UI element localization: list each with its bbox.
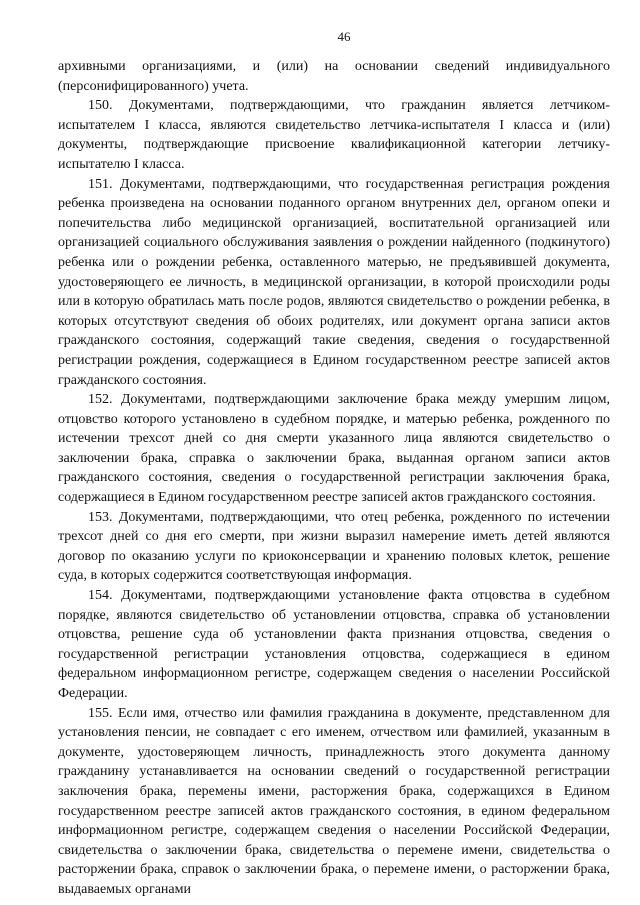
page-number: 46 — [337, 29, 351, 44]
paragraph-155: 155. Если имя, отчество или фамилия гражданина в документе, представленном для установления пенсии, не совпадает с его именем, отчеством или фамилией, указанным в документе, удостоверяющем личность, принадлежность этого документа данному гражданину устанавливается на основании сведений о государственной регистрации заключения брака, перемены имени, расторжения брака, содержащихся в Едином государственном реестре записей актов гражданского состояния, в едином федеральном информационном регистре, содержащем сведения о населении Российской Федерации, свидетельства о заключении брака, свидетельства о перемене имени, свидетельства о расторжении брака, справок о заключении брака, о перемене имени, о расторжении брака, выдаваемых органами — [58, 705, 610, 897]
paragraph-152: 152. Документами, подтверждающими заключение брака между умершим лицом, отцовство которого установлено в судебном порядке, и матерью ребенка, рожденного по истечении трехсот дней со дня смерти указанного лица являются свидетельство о заключении брака, справка о заключении брака, выданная органом записи актов гражданского состояния, сведения о государственной регистрации заключения брака, содержащиеся в Едином государственном реестре записей актов гражданского состояния. — [58, 392, 610, 506]
paragraph-153: 153. Документами, подтверждающими, что отец ребенка, рожденного по истечении трехсот дней со дня его смерти, при жизни выразил намерение иметь детей являются договор по оказанию услуги по криоконсервации и хранению половых клеток, решение суда, в которых содержится соответствующая информация. — [58, 509, 610, 584]
paragraph-150: 150. Документами, подтверждающими, что гражданин является летчиком-испытателем I класса, являются свидетельство летчика-испытателя I класса и (или) документы, подтверждающие присвоение квалификационной категории летчику-испытателю I класса. — [58, 98, 610, 172]
paragraph-151: 151. Документами, подтверждающими, что государственная регистрация рождения ребенка произведена на основании поданного органом внутренних дел, органом опеки и попечительства либо медицинской организацией, воспитательной организацией или организацией социального обслуживания заявления о рождении найденного (подкинутого) ребенка или о рождении ребенка, оставленного матерью, не предъявившей документа, удостоверяющего ее личность, в медицинской организации, в которой происходили роды или в которую обратилась мать после родов, являются свидетельство о рождении ребенка, в которых отсутствуют сведения об обоих родителях, или документ органа записи актов гражданского состояния, содержащий такие сведения, сведения о государственной регистрации рождения, содержащиеся в Едином государственном реестре записей актов гражданского состояния. — [58, 176, 610, 388]
paragraph-154: 154. Документами, подтверждающими установление факта отцовства в судебном порядке, являются свидетельство об установлении отцовства, справка об установлении отцовства, решение суда об установлении факта признания отцовства, сведения о государственной регистрации установления отцовства, содержащиеся в едином федеральном информационном регистре, содержащем сведения о населении Российской Федерации. — [58, 588, 610, 701]
paragraph-continuation: архивными организациями, и (или) на основании сведений индивидуального (персонифицированного) учета. — [58, 59, 610, 94]
